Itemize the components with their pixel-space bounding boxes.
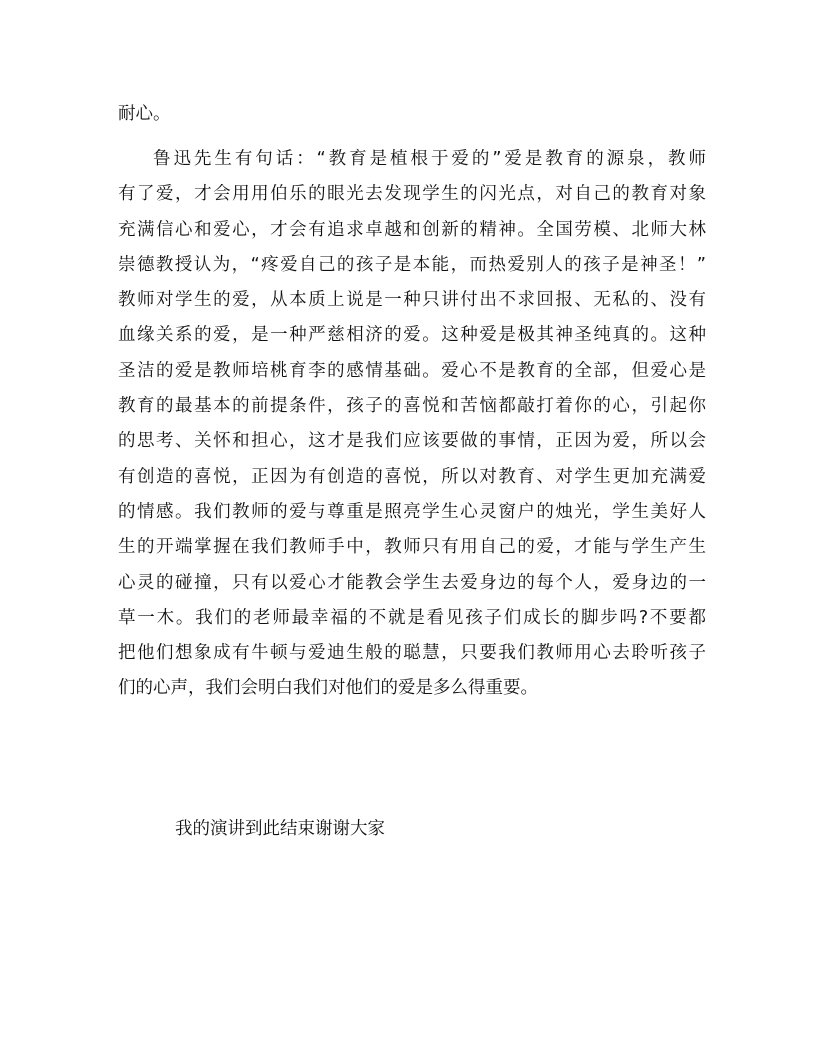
- continuation-line: 耐心。: [118, 104, 171, 124]
- paragraph-line: 圣洁的爱是教师培桃育李的感情基础。爱心不是教育的全部，但爱心是: [118, 360, 706, 381]
- paragraph-line: 血缘关系的爱，是一种严慈相济的爱。这种爱是极其神圣纯真的。这种: [118, 325, 706, 346]
- paragraph-line: 有创造的喜悦，正因为有创造的喜悦，所以对教育、对学生更加充满爱: [118, 466, 706, 487]
- main-paragraph: [118, 142, 706, 707]
- paragraph-line: 把他们想象成有牛顿与爱迪生般的聪慧，只要我们教师用心去聆听孩子: [118, 643, 706, 664]
- paragraph-line: 草一木。我们的老师最幸福的不就是看见孩子们成长的脚步吗?不要都: [118, 607, 706, 628]
- paragraph-line: 的情感。我们教师的爱与尊重是照亮学生心灵窗户的烛光，学生美好人: [118, 501, 706, 522]
- paragraph-line: 鲁迅先生有句话：“教育是植根于爱的”爱是教育的源泉，教师: [153, 149, 706, 169]
- paragraph-line: 生的开端掌握在我们教师手中，教师只有用自己的爱，才能与学生产生: [118, 537, 706, 558]
- continuation-text-block: [118, 97, 706, 132]
- closing-line: 我的演讲到此结束谢谢大家: [175, 819, 385, 839]
- paragraph-line: 充满信心和爱心，才会有追求卓越和创新的精神。全国劳模、北师大林: [118, 219, 706, 240]
- paragraph-line: 崇德教授认为，“疼爱自己的孩子是本能，而热爱别人的孩子是神圣！”: [118, 254, 706, 275]
- paragraph-line: 心灵的碰撞，只有以爱心才能教会学生去爱身边的每个人，爱身边的一: [118, 572, 706, 593]
- paragraph-line: 教师对学生的爱，从本质上说是一种只讲付出不求回报、无私的、没有: [118, 290, 706, 311]
- paragraph-line: 的思考、关怀和担心，这才是我们应该要做的事情，正因为爱，所以会: [118, 431, 706, 452]
- paragraph-line: 教育的最基本的前提条件，孩子的喜悦和苦恼都敲打着你的心，引起你: [118, 396, 706, 417]
- paragraph-line: 有了爱，才会用用伯乐的眼光去发现学生的闪光点，对自己的教育对象: [118, 184, 706, 205]
- paragraph-line: 们的心声，我们会明白我们对他们的爱是多么得重要。: [118, 678, 538, 699]
